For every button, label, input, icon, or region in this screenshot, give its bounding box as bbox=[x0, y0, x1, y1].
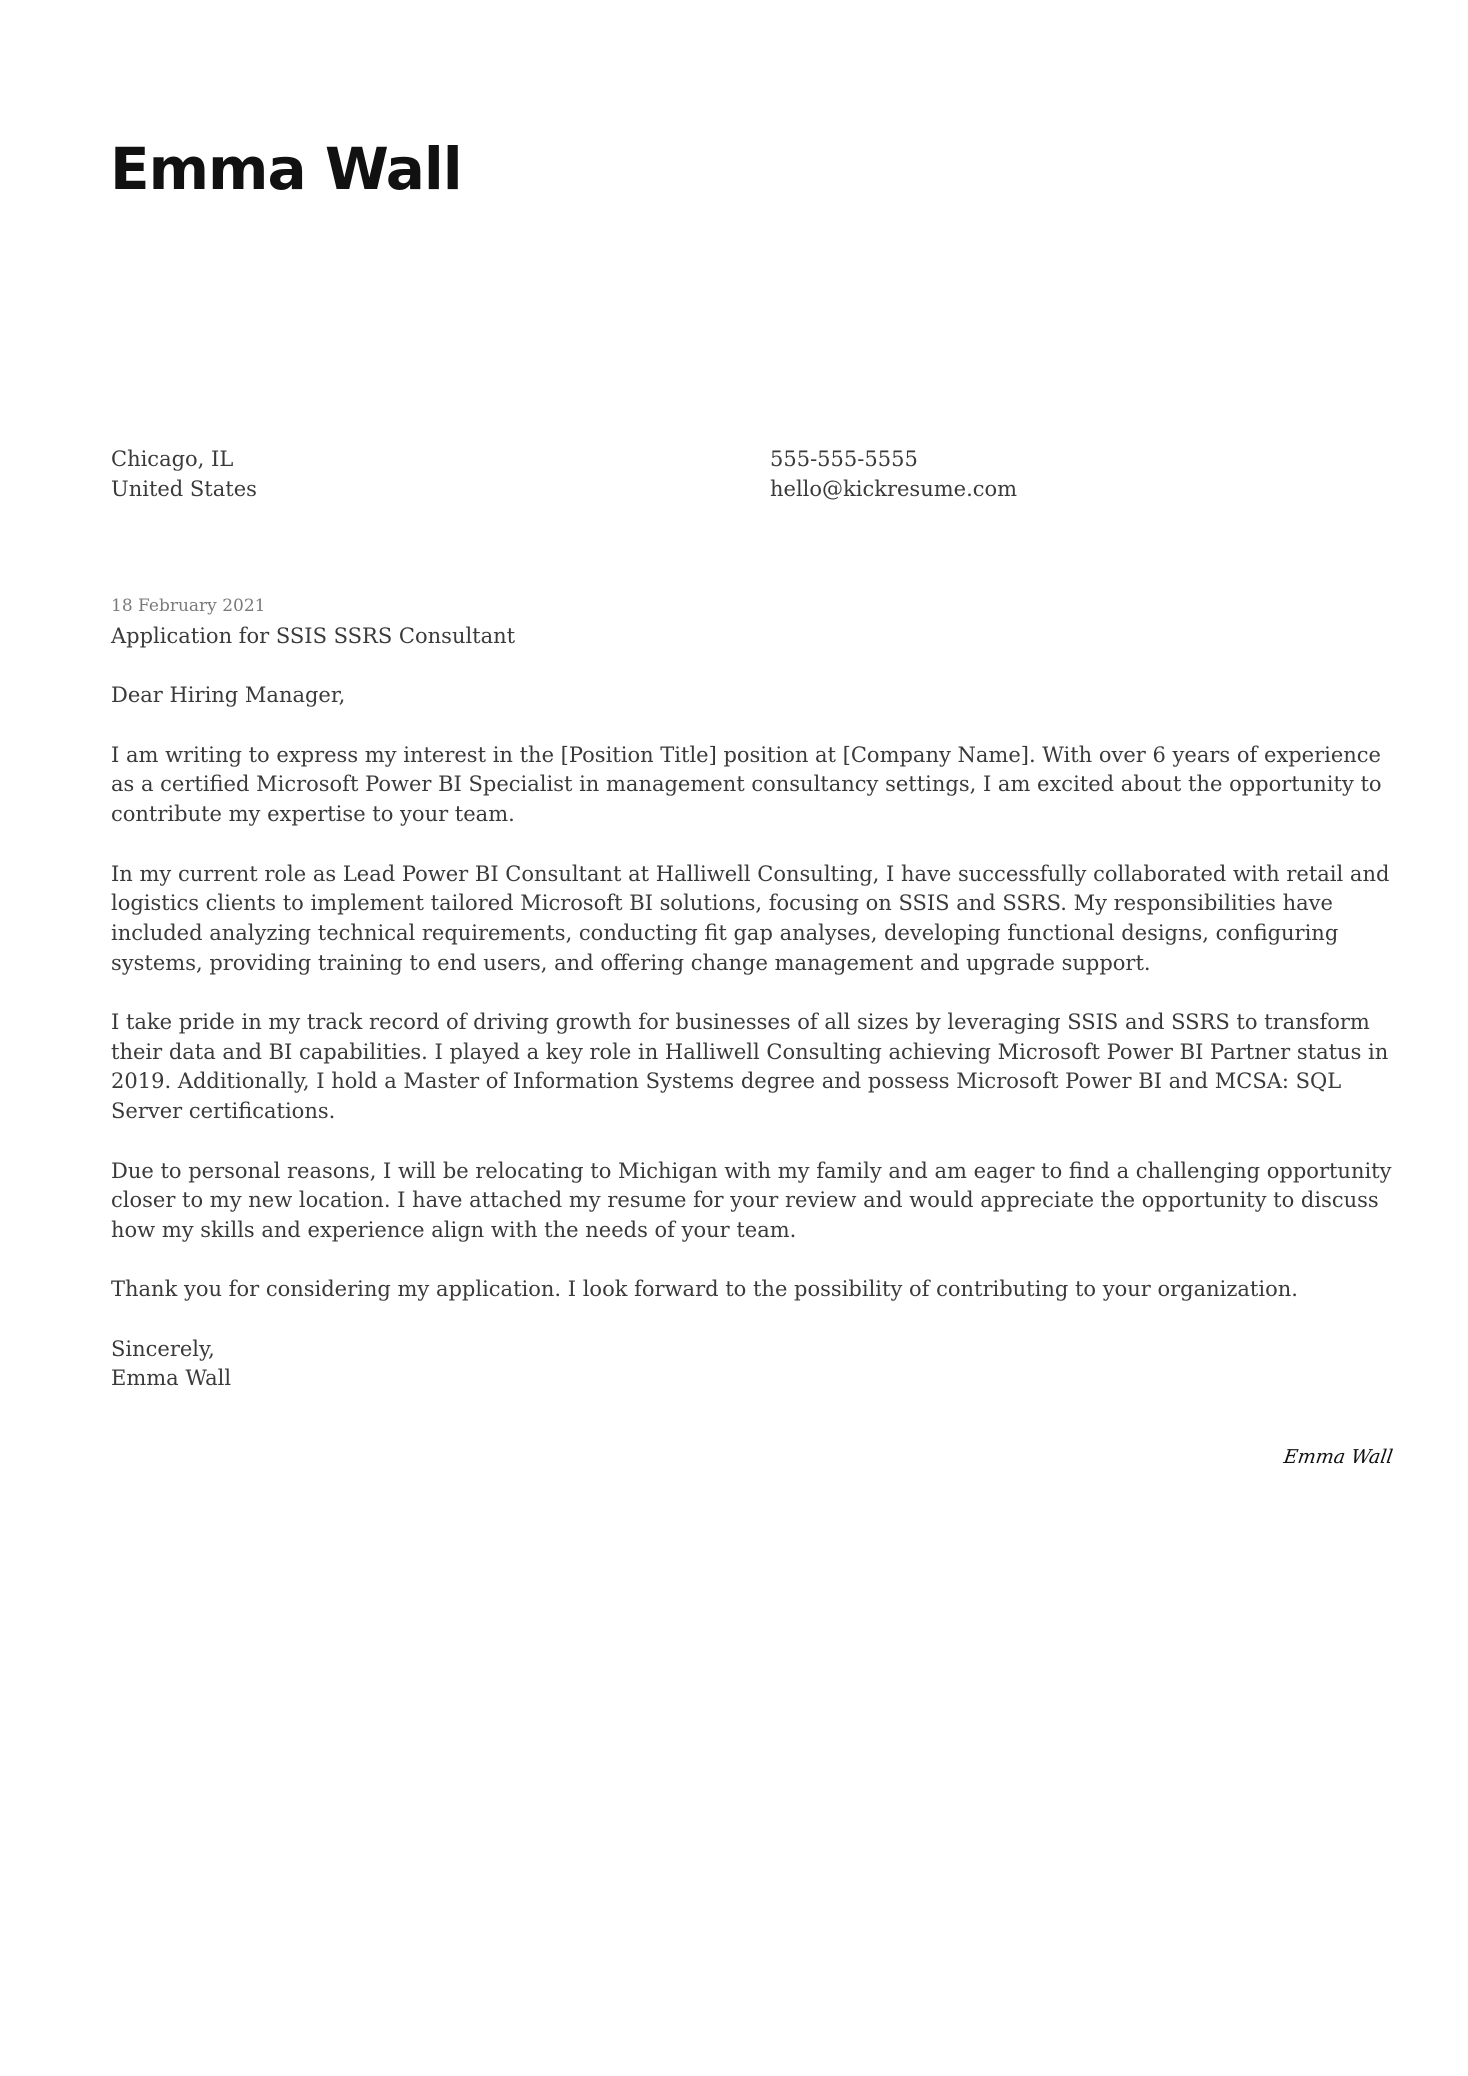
email-address: hello@kickresume.com bbox=[770, 477, 1018, 501]
address-city: Chicago, IL bbox=[111, 447, 234, 471]
address-country: United States bbox=[111, 477, 257, 501]
closing-phrase: Sincerely, bbox=[111, 1336, 215, 1361]
applicant-name: Emma Wall bbox=[110, 135, 462, 203]
address-block bbox=[111, 444, 257, 504]
phone-number: 555-555-5555 bbox=[770, 447, 918, 471]
letter-subject: Application for SSIS SSRS Consultant bbox=[111, 624, 516, 648]
closing-name: Emma Wall bbox=[111, 1366, 232, 1391]
letter-date: 18 February 2021 bbox=[111, 596, 266, 616]
paragraph-4: Due to personal reasons, I will be relocating to Michigan with my family and am eager to find a challenging opportunity closer to my new location. I have attached my resume for your review and would appreciate the opportunity to discuss how my skills and experience align with the needs of your team. bbox=[111, 1158, 1392, 1242]
letter-body bbox=[111, 622, 1401, 1394]
paragraph-1: I am writing to express my interest in the [Position Title] position at [Company Name]. With over 6 years of experience as a certified Microsoft Power BI Specialist in management consultancy settings, I am excited about the opportunity to contribute my expertise to your team. bbox=[111, 742, 1382, 827]
paragraph-2: In my current role as Lead Power BI Consultant at Halliwell Consulting, I have successfully collaborated with retail and logistics clients to implement tailored Microsoft BI solutions, focusing on SSIS and SSRS. My responsibilities have included analyzing technical requirements, conducting fit gap analyses, developing functional designs, configuring systems, providing training to end users, and offering change management and upgrade support. bbox=[111, 861, 1390, 975]
handwritten-signature: Emma Wall bbox=[1282, 1446, 1395, 1468]
paragraph-5: Thank you for considering my application. I look forward to the possibility of contributing to your organization. bbox=[111, 1277, 1298, 1302]
closing-block bbox=[111, 1335, 1401, 1394]
paragraph-3: I take pride in my track record of driving growth for businesses of all sizes by leveraging SSIS and SSRS to transform their data and BI capabilities. I played a key role in Halliwell Consulting achieving Microsoft Power BI Partner status in 2019. Additionally, I hold a Master of Information Systems degree and possess Microsoft Power BI and MCSA: SQL Server certifications. bbox=[111, 1010, 1389, 1124]
salutation: Dear Hiring Manager, bbox=[111, 683, 346, 708]
contact-block bbox=[770, 444, 1017, 504]
